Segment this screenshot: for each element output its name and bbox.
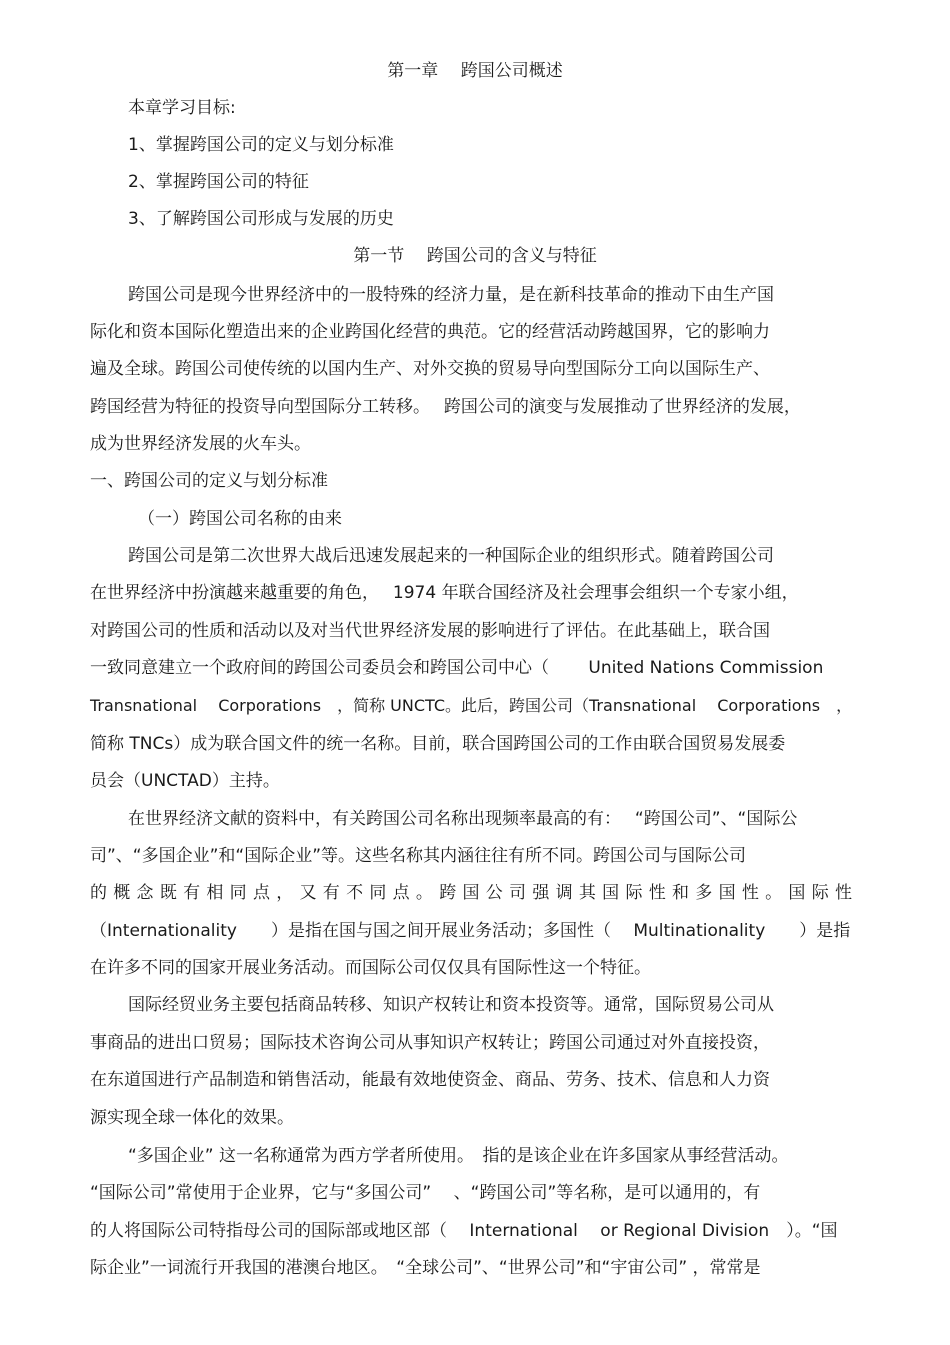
chapter-title: 第一章 跨国公司概述: [387, 61, 563, 81]
paragraph-line: 国际经贸业务主要包括商品转移、知识产权转让和资本投资等。通常，国际贸易公司从: [128, 995, 774, 1015]
paragraph-line: 在世界经济中扮演越来越重要的角色， 1974 年联合国经济及社会理事会组织一个专家小组，: [90, 583, 799, 603]
paragraph-line: 简称 TNCs）成为联合国文件的统一名称。目前，联合国跨国公司的工作由联合国贸易发展委: [90, 734, 786, 754]
paragraph-line: 的人将国际公司特指母公司的国际部或地区部（ International or Regional Division ）。“国: [90, 1221, 838, 1241]
objective-item: 1、掌握跨国公司的定义与划分标准: [128, 135, 394, 155]
paragraph-line: 的概念既有相同点，又有不同点。跨国公司强调其国际性和多国性。国际性: [90, 883, 858, 903]
paragraph-line: 跨国公司是第二次世界大战后迅速发展起来的一种国际企业的组织形式。随着跨国公司: [128, 546, 774, 566]
paragraph-line: “多国企业” 这一名称通常为西方学者所使用。 指的是该企业在许多国家从事经营活动。: [128, 1146, 789, 1166]
paragraph-line: 在许多不同的国家开展业务活动。而国际公司仅仅具有国际性这一个特征。: [90, 958, 651, 978]
paragraph-line: 司”、“多国企业”和“国际企业”等。这些名称其内涵往往有所不同。跨国公司与国际公司: [90, 846, 747, 866]
paragraph-line: 在东道国进行产品制造和销售活动，能最有效地使资金、商品、劳务、技术、信息和人力资: [90, 1070, 770, 1090]
paragraph-line: Transnational Corporations ，简称 UNCTC。此后，跨国公司（Transnational Corporations ，: [90, 696, 853, 715]
objectives-heading: 本章学习目标:: [128, 98, 236, 118]
section-heading: 一、跨国公司的定义与划分标准: [90, 471, 328, 491]
objective-item: 2、掌握跨国公司的特征: [128, 172, 309, 192]
paragraph-line: 员会（UNCTAD）主持。: [90, 771, 280, 791]
paragraph-line: 对跨国公司的性质和活动以及对当代世界经济发展的影响进行了评估。在此基础上，联合国: [90, 621, 770, 641]
paragraph-line: 事商品的进出口贸易；国际技术咨询公司从事知识产权转让；跨国公司通过对外直接投资，: [90, 1033, 770, 1053]
paragraph-line: 遍及全球。跨国公司使传统的以国内生产、对外交换的贸易导向型国际分工向以国际生产、: [90, 359, 770, 379]
paragraph-line: （Internationality ）是指在国与国之间开展业务活动；多国性（ Multinationality ）是指: [90, 921, 851, 941]
section-title: 第一节 跨国公司的含义与特征: [353, 246, 597, 266]
objective-item: 3、了解跨国公司形成与发展的历史: [128, 209, 394, 229]
subsection-heading: （一）跨国公司名称的由来: [138, 509, 342, 529]
paragraph-line: “国际公司”常使用于企业界，它与“多国公司” 、“跨国公司”等名称，是可以通用的，有: [90, 1183, 761, 1203]
paragraph-line: 际企业”一词流行开我国的港澳台地区。 “全球公司”、“世界公司”和“宇宙公司” ，常常是: [90, 1258, 761, 1278]
paragraph-line: 际化和资本国际化塑造出来的企业跨国化经营的典范。它的经营活动跨越国界，它的影响力: [90, 322, 770, 342]
paragraph-line: 一致同意建立一个政府间的跨国公司委员会和跨国公司中心（ United Nations Commission: [90, 658, 824, 678]
paragraph-line: 在世界经济文献的资料中，有关跨国公司名称出现频率最高的有： “跨国公司”、“国际公: [128, 809, 798, 829]
paragraph-line: 源实现全球一体化的效果。: [90, 1108, 294, 1128]
paragraph-line: 跨国公司是现今世界经济中的一股特殊的经济力量，是在新科技革命的推动下由生产国: [128, 285, 774, 305]
paragraph-line: 跨国经营为特征的投资导向型国际分工转移。 跨国公司的演变与发展推动了世界经济的发展，: [90, 397, 801, 417]
paragraph-line: 成为世界经济发展的火车头。: [90, 434, 311, 454]
